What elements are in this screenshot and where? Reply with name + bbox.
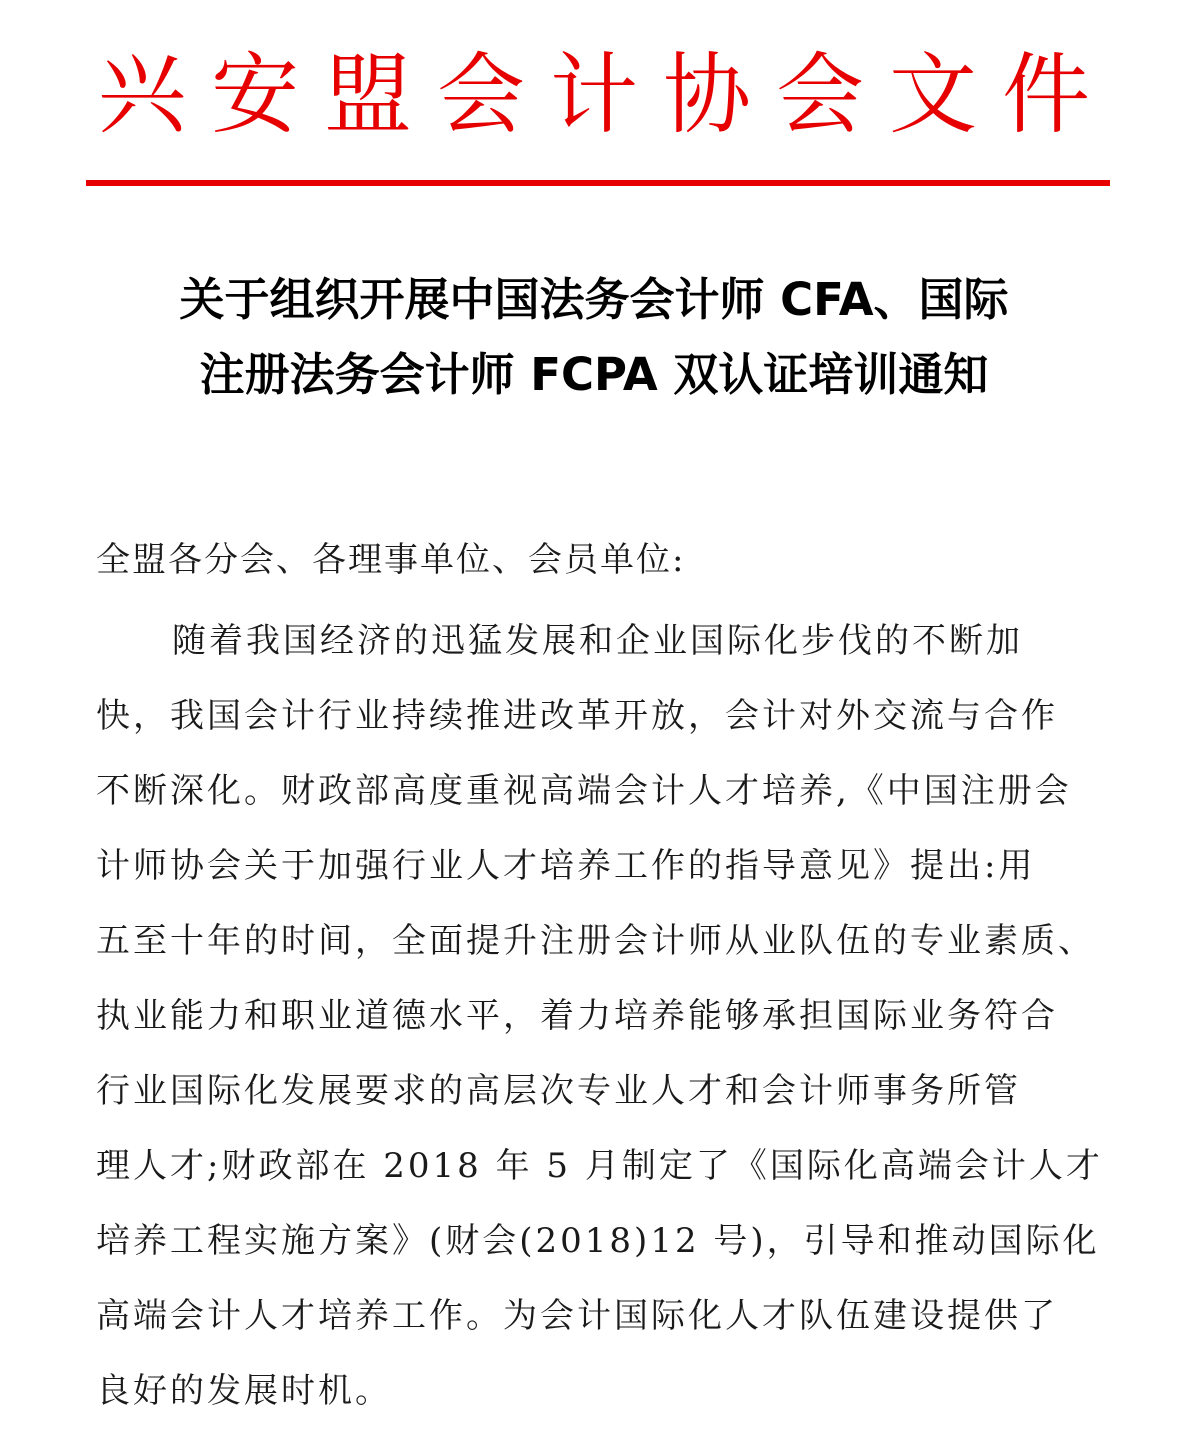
body-paragraph [96,604,1103,1429]
salutation: 全盟各分会、各理事单位、会员单位: [96,540,686,580]
document-title-line-2: 注册法务会计师 FCPA 双认证培训通知 [199,348,989,401]
body-line: 快，我国会计行业持续推进改革开放，会计对外交流与合作 [96,696,1058,736]
body-line: 随着我国经济的迅猛发展和企业国际化步伐的不断加 [172,621,1023,661]
red-masthead-title: 兴安盟会计协会文件 [97,43,1115,146]
body-line: 良好的发展时机。 [96,1371,392,1411]
body-line: 培养工程实施方案》(财会(2018)12 号)，引导和推动国际化 [96,1221,1100,1261]
body-line: 行业国际化发展要求的高层次专业人才和会计师事务所管 [96,1071,1021,1111]
body-line: 高端会计人才培养工作。为会计国际化人才队伍建设提供了 [96,1296,1058,1336]
red-header-rule [86,180,1110,186]
body-line: 理人才;财政部在 2018 年 5 月制定了《国际化高端会计人才 [96,1146,1103,1186]
body-line: 不断深化。财政部高度重视高端会计人才培养,《中国注册会 [96,771,1072,811]
document-title [60,262,1128,412]
body-line: 执业能力和职业道德水平，着力培养能够承担国际业务符合 [96,996,1058,1036]
body-line: 五至十年的时间，全面提升注册会计师从业队伍的专业素质、 [96,921,1095,961]
body-line: 计师协会关于加强行业人才培养工作的指导意见》提出:用 [96,846,1036,886]
document-title-line-1: 关于组织开展中国法务会计师 CFA、国际 [179,273,1009,326]
